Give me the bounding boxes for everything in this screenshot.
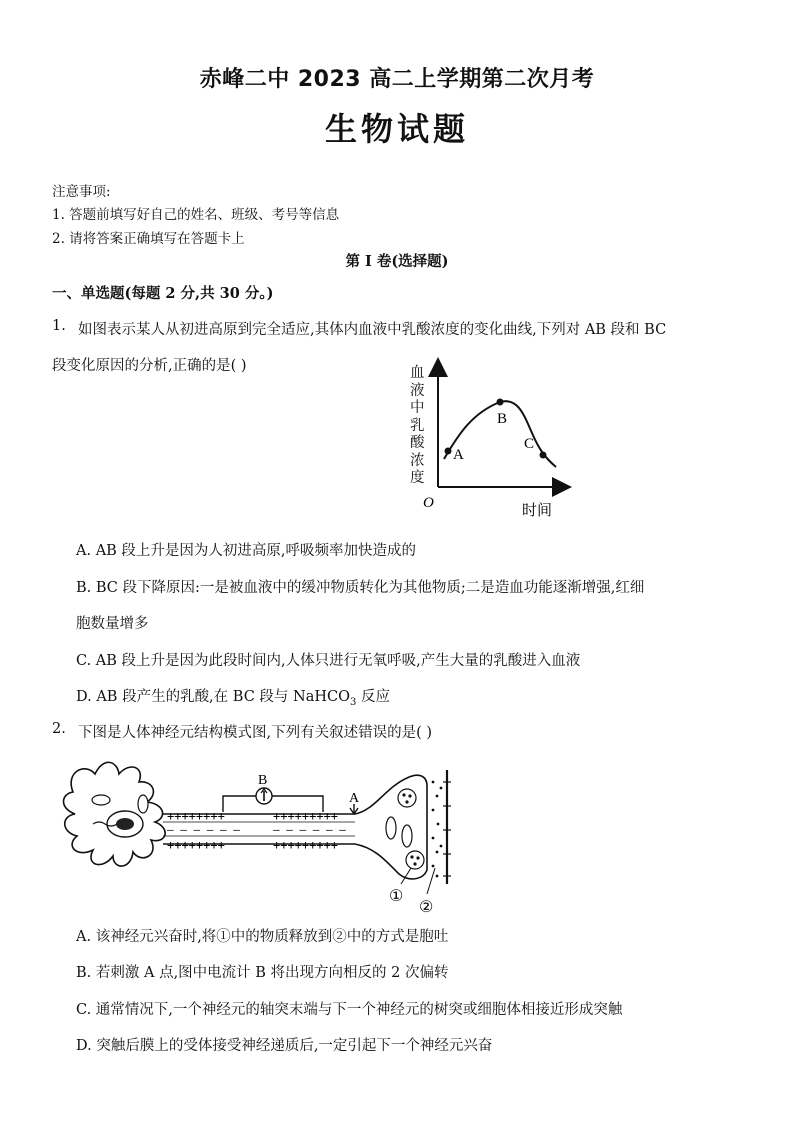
label-c: C [524, 436, 535, 452]
charge-plus-row: ++++++++ [167, 838, 225, 852]
synaptic-vesicle [398, 789, 416, 807]
label-b: B [497, 411, 508, 427]
x-axis-label: 时间 [522, 501, 553, 519]
y-axis-label: 血液中乳酸浓度 [410, 365, 425, 486]
charge-minus-row: — — — — — — [273, 823, 346, 836]
volume-title: 第 I 卷(选择题) [345, 253, 449, 270]
charge-plus-row: +++++++++ [273, 838, 339, 852]
pointer-line [427, 868, 435, 894]
synaptic-vesicle [406, 851, 424, 869]
q1-option-d-suffix: 反应 [356, 689, 390, 705]
point-b [497, 399, 504, 406]
question-1-stem: 如图表示某人从初进高原到完全适应,其体内血液中乳酸浓度的变化曲线,下列对 AB 段和 BC [78, 322, 667, 338]
label-2: ② [419, 897, 434, 916]
q1-option-c: C. AB 段上升是因为此段时间内,人体只进行无氧呼吸,产生大量的乳酸进入血液 [76, 653, 581, 669]
question-2-number: 2. [52, 721, 66, 737]
part-title: 一、单选题(每题 2 分,共 30 分。) [52, 285, 274, 302]
label-a: A [453, 447, 464, 463]
question-1-number: 1. [52, 318, 66, 334]
label-1: ① [389, 886, 404, 905]
neuron-diagram [55, 752, 475, 917]
mitochondrion [92, 795, 110, 805]
notice-heading: 注意事项: [52, 184, 111, 200]
point-c [540, 452, 547, 459]
q1-option-d [76, 685, 390, 708]
question-2-stem: 下图是人体神经元结构模式图,下列有关叙述错误的是( ) [78, 725, 433, 741]
charge-plus-row: +++++++++ [273, 809, 339, 823]
label-a: A [349, 791, 360, 806]
q1-option-b-cont: 胞数量增多 [76, 616, 149, 632]
q1-option-a: A. AB 段上升是因为人初进高原,呼吸频率加快造成的 [76, 543, 417, 559]
exam-title: 赤峰二中 2023 高二上学期第二次月考 [199, 67, 595, 92]
charge-plus-row: ++++++++ [167, 809, 225, 823]
nucleolus [116, 818, 134, 830]
q2-option-c: C. 通常情况下,一个神经元的轴突末端与下一个神经元的树突或细胞体相接近形成突触 [76, 1002, 623, 1018]
neurotransmitter-dots [432, 781, 443, 878]
q2-option-b: B. 若刺激 A 点,图中电流计 B 将出现方向相反的 2 次偏转 [76, 965, 449, 981]
q1-option-d-sub: 3 [349, 696, 357, 708]
mitochondrion [386, 817, 396, 839]
q1-option-d-text: D. AB 段产生的乳酸,在 BC 段与 NaHCO [76, 689, 350, 705]
notice-item: 2. 请将答案正确填写在答题卡上 [52, 231, 245, 247]
q2-option-a: A. 该神经元兴奋时,将①中的物质释放到②中的方式是胞吐 [76, 929, 449, 945]
notice-item: 1. 答题前填写好自己的姓名、班级、考号等信息 [52, 207, 340, 223]
mitochondrion [402, 825, 412, 847]
origin-label: O [423, 495, 434, 511]
question-1-stem-cont: 段变化原因的分析,正确的是( ) [52, 358, 247, 374]
point-a [445, 448, 452, 455]
label-b: B [258, 773, 268, 788]
charge-minus-row: — — — — — — [167, 823, 240, 836]
q1-option-b: B. BC 段下降原因:一是被血液中的缓冲物质转化为其他物质;二是造血功能逐渐增强,红细 [76, 580, 645, 596]
subject-title: 生物试题 [324, 110, 469, 148]
organelle [138, 795, 148, 813]
q2-option-d: D. 突触后膜上的受体接受神经递质后,一定引起下一个神经元兴奋 [76, 1038, 493, 1054]
